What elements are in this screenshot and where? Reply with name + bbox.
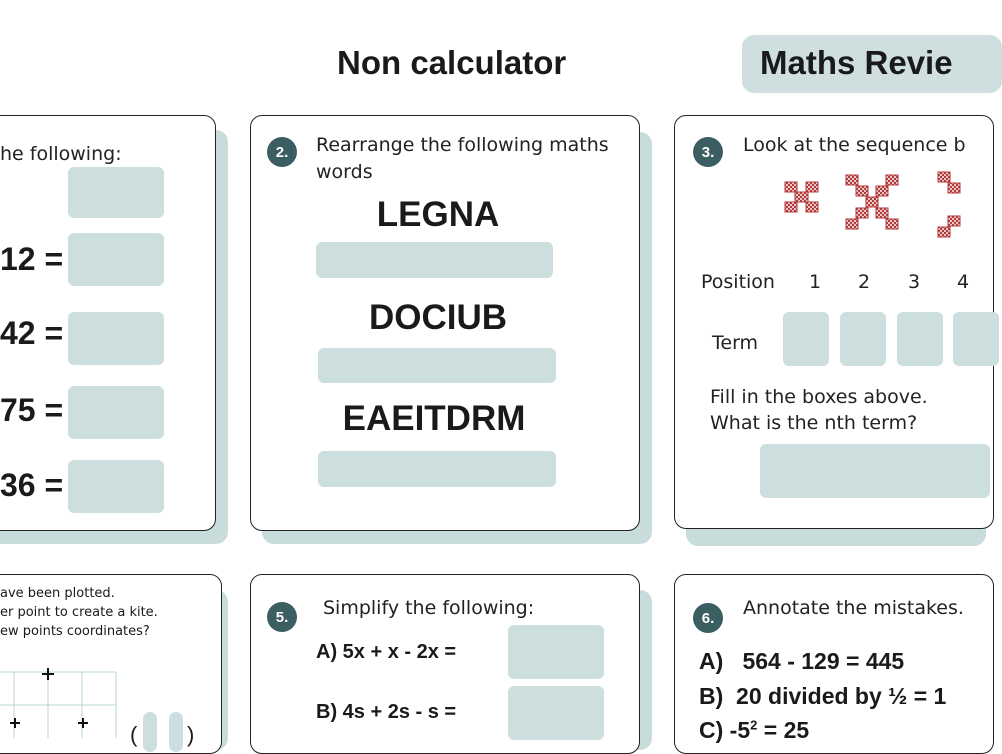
coordinate-grid [0, 668, 120, 738]
q4-line1: ave been plotted. [0, 586, 115, 601]
coordinate-paren-close: ) [187, 722, 195, 747]
q1-row-4: 36 = [0, 467, 64, 503]
q2-word-2: DOCIUB [368, 298, 508, 337]
coordinate-y-box[interactable] [169, 712, 183, 752]
position-label: Position [701, 271, 775, 293]
q1-prompt: he following: [0, 143, 122, 165]
q6-part-b: B) 20 divided by ½ = 1 [699, 683, 947, 709]
page-title: Maths Revie [760, 44, 953, 81]
q2-answer-box-2[interactable] [318, 348, 556, 383]
q3-fill-line2: What is the nth term? [710, 412, 918, 434]
term-label: Term [712, 332, 759, 354]
q1-row-2: 42 = [0, 315, 64, 351]
q5-prompt: Simplify the following: [323, 597, 535, 619]
term-box-2[interactable] [840, 312, 886, 366]
coordinate-x-box[interactable] [143, 712, 157, 752]
q1-answer-box-4[interactable] [68, 460, 164, 513]
q5-answer-box-a[interactable] [508, 625, 604, 679]
q6-prompt: Annotate the mistakes. [743, 597, 964, 619]
q2-prompt-line1: Rearrange the following maths [316, 134, 609, 156]
pattern-term-3 [938, 172, 960, 237]
q3-number-badge: 3. [693, 137, 723, 167]
q4-line3: ew points coordinates? [0, 624, 150, 639]
q1-answer-box-1[interactable] [68, 233, 164, 286]
q1-answer-box-3[interactable] [68, 386, 164, 439]
term-box-3[interactable] [897, 312, 943, 366]
q5-part-b: B) 4s + 2s - s = [316, 701, 457, 723]
q2-word-3: EAEITDRM [342, 399, 526, 438]
q2-word-1: LEGNA [376, 195, 500, 234]
term-box-1[interactable] [783, 312, 829, 366]
q6-part-c-prefix: C) -5 [699, 717, 751, 743]
term-box-4[interactable] [953, 312, 999, 366]
position-2: 2 [858, 271, 871, 293]
q2-prompt-line2: words [316, 161, 373, 183]
q6-part-c [699, 717, 809, 744]
position-1: 1 [809, 271, 822, 293]
q6-part-c-exponent: 2 [750, 717, 758, 733]
pattern-term-1 [785, 182, 818, 212]
position-4: 4 [957, 271, 970, 293]
q5-answer-box-b[interactable] [508, 686, 604, 740]
q6-part-c-suffix: = 25 [757, 717, 810, 743]
q4-line2: er point to create a kite. [0, 605, 158, 620]
q1-row-3: 75 = [0, 392, 64, 428]
q6-number-badge: 6. [693, 603, 723, 633]
q3-fill-line1: Fill in the boxes above. [710, 386, 928, 408]
q6-part-a: A) 564 - 129 = 445 [699, 648, 905, 674]
position-3: 3 [908, 271, 921, 293]
nth-term-answer-box[interactable] [760, 444, 990, 498]
q2-number-badge: 2. [267, 137, 297, 167]
q1-answer-box-0[interactable] [68, 167, 164, 218]
sequence-pattern-image [780, 172, 966, 240]
q1-row-1: 12 = [0, 241, 64, 277]
q5-part-a: A) 5x + x - 2x = [316, 641, 457, 663]
q5-number-badge: 5. [267, 602, 297, 632]
q1-answer-box-2[interactable] [68, 312, 164, 365]
q2-answer-box-3[interactable] [318, 451, 556, 487]
coordinate-paren-open: ( [130, 722, 138, 747]
q3-prompt: Look at the sequence b [743, 134, 966, 156]
page-subtitle: Non calculator [337, 44, 567, 81]
pattern-term-2 [846, 175, 898, 229]
q2-answer-box-1[interactable] [316, 242, 553, 278]
